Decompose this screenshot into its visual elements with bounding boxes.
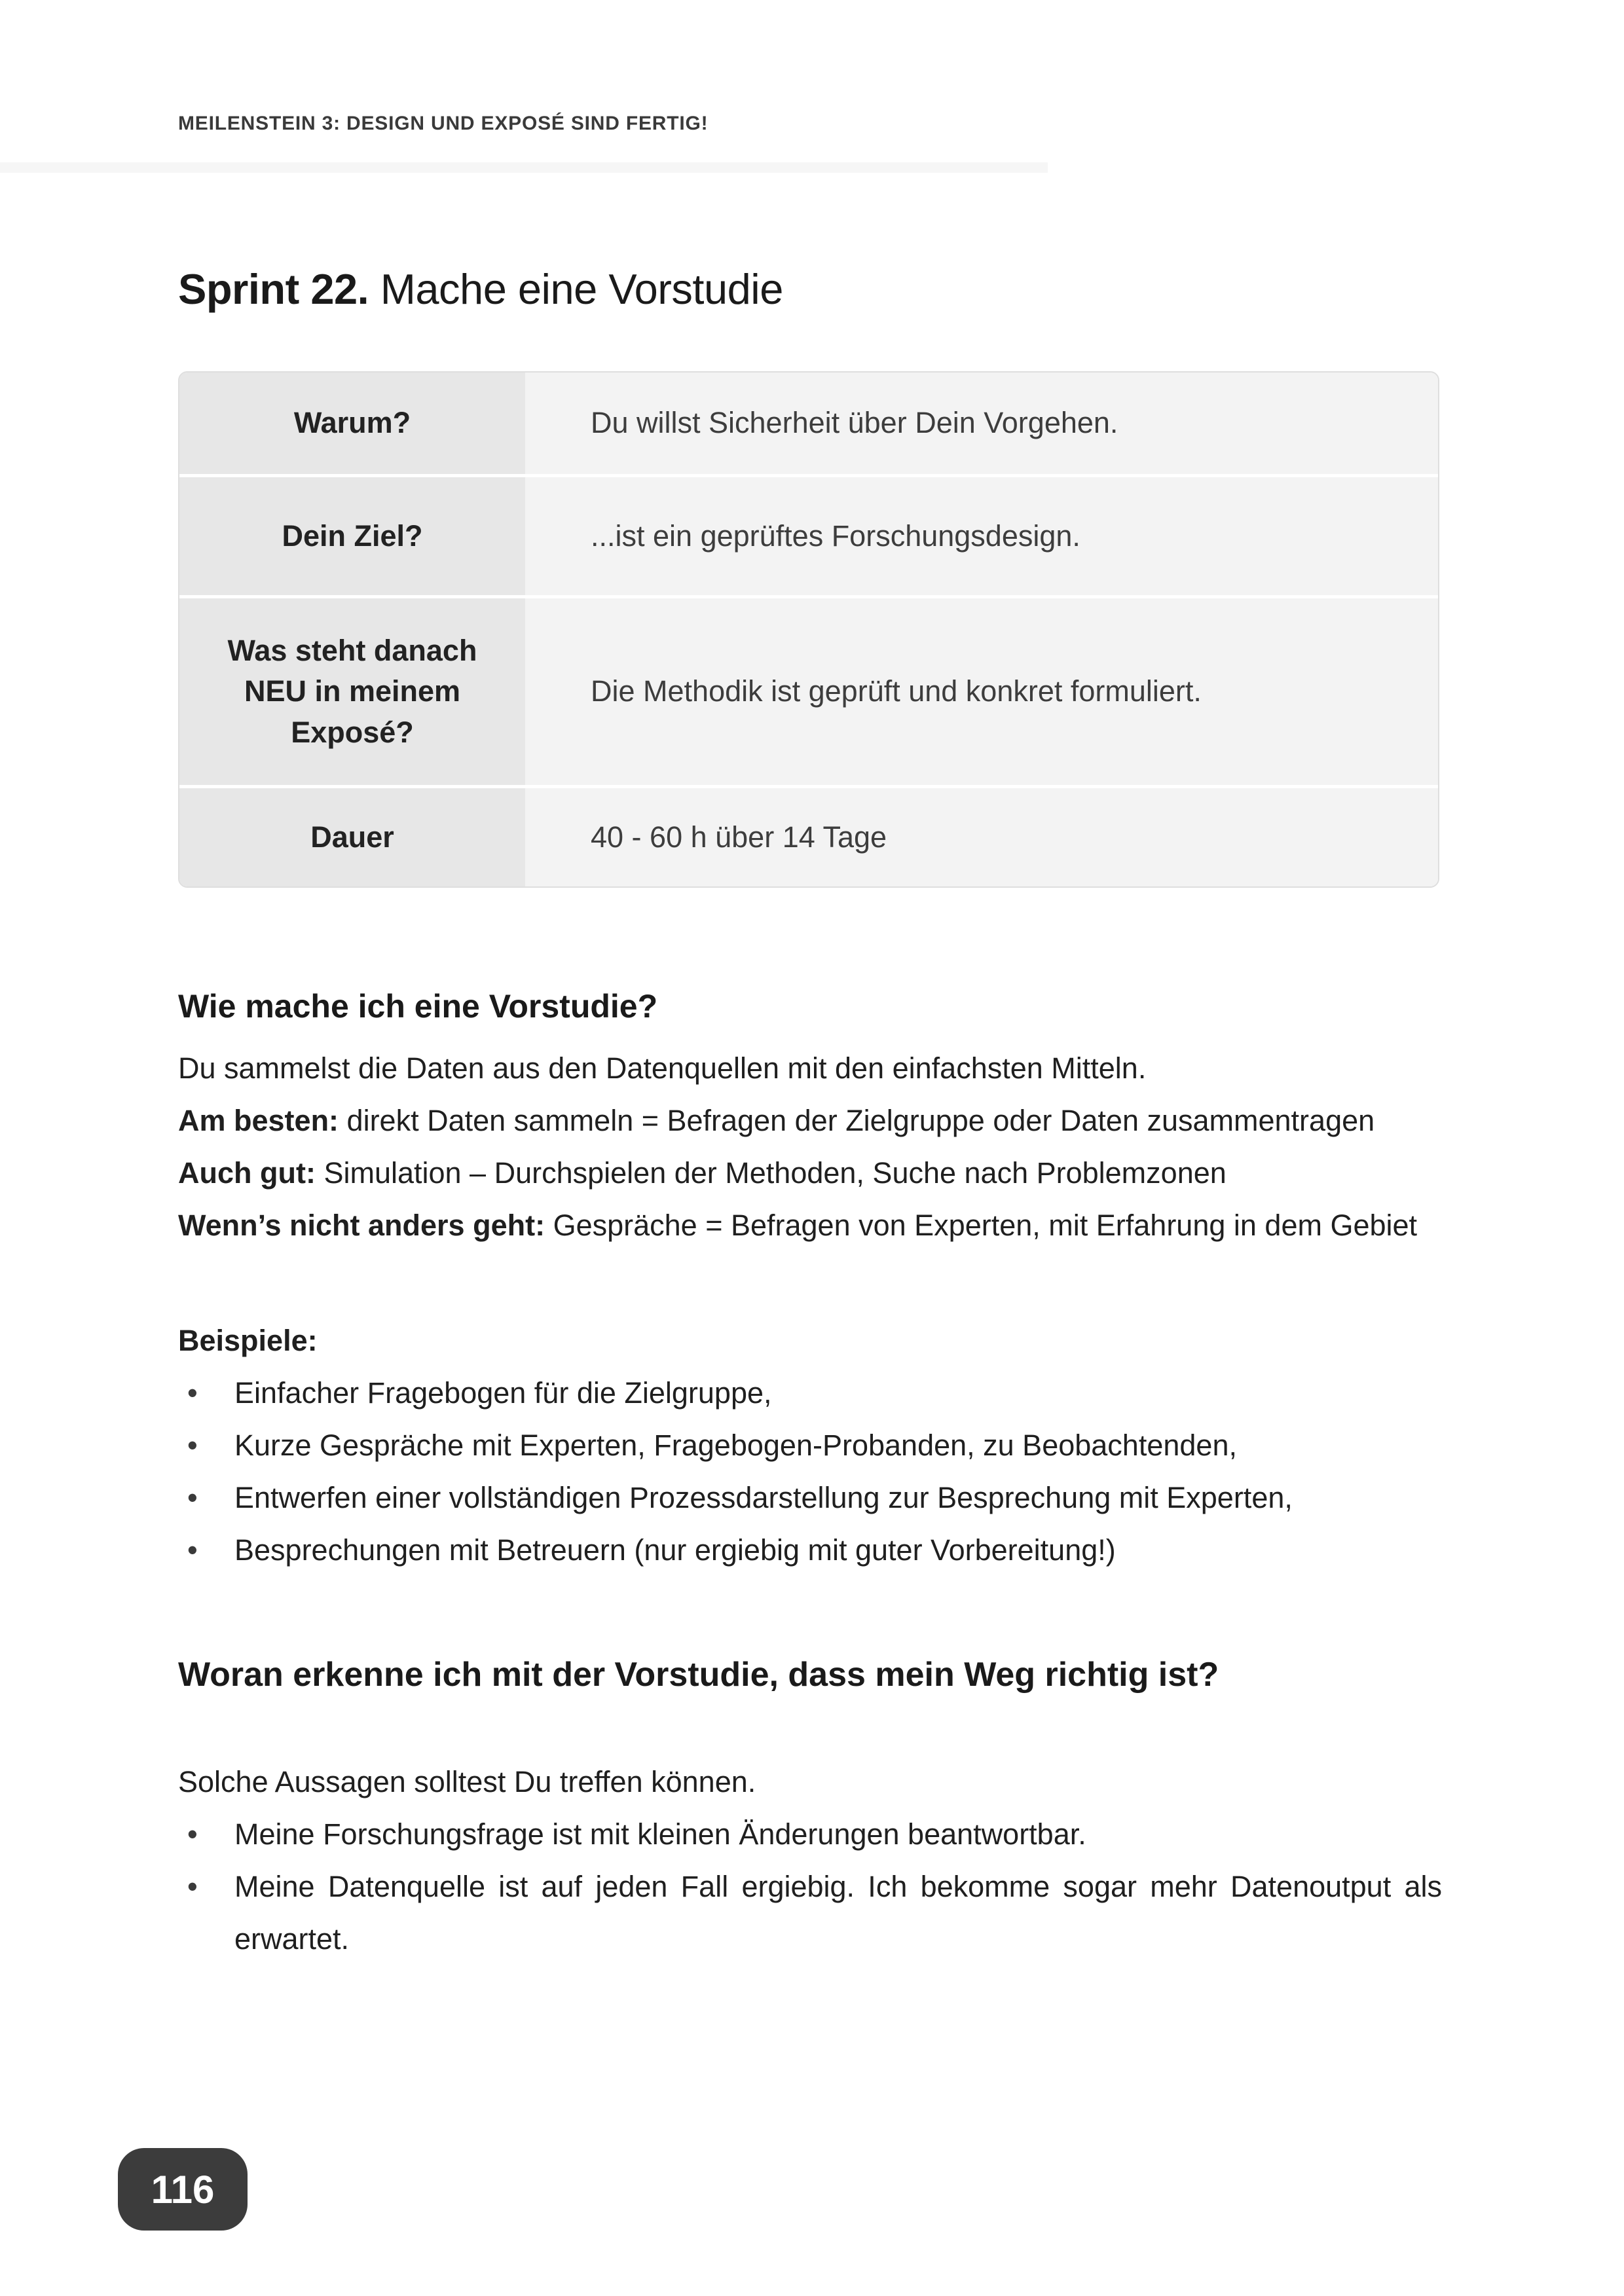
running-header: MEILENSTEIN 3: DESIGN UND EXPOSÉ SIND FERTIG! (178, 113, 709, 134)
intro-paragraph: Du sammelst die Daten aus den Datenquellen mit den einfachsten Mitteln. (178, 1051, 1147, 1085)
table-row (179, 598, 1438, 785)
sprint-info-table (178, 371, 1439, 888)
point-lead: Wenn’s nicht anders geht: (178, 1209, 545, 1242)
point-text: Gespräche = Befragen von Experten, mit Erfahrung in dem Gebiet (545, 1209, 1418, 1242)
list-item: • Meine Datenquelle ist auf jeden Fall ergiebig. Ich bekomme sogar mehr Datenoutput als erwartet. (178, 1861, 1442, 1965)
list-item: • Meine Forschungsfrage ist mit kleinen Änderungen beantwortbar. (178, 1808, 1442, 1861)
page-number-badge (118, 2148, 248, 2231)
point-auch-gut (178, 1147, 1442, 1199)
table-row-value: 40 - 60 h über 14 Tage (525, 788, 1438, 886)
table-row (179, 788, 1438, 886)
list-item: • Kurze Gespräche mit Experten, Fragebogen-Probanden, zu Beobachtenden, (178, 1419, 1442, 1472)
table-row-value: Du willst Sicherheit über Dein Vorgehen. (525, 373, 1438, 474)
table-row-label: Dauer (179, 788, 525, 886)
sprint-title-text: Mache eine Vorstudie (369, 265, 783, 313)
section-heading-woran-erkenne: Woran erkenne ich mit der Vorstudie, dass mein Weg richtig ist? (178, 1656, 1219, 1694)
examples-list (178, 1367, 1442, 1576)
list-item: • Entwerfen einer vollständigen Prozessdarstellung zur Besprechung mit Experten, (178, 1472, 1442, 1524)
page-body (178, 987, 1442, 1965)
point-lead: Am besten: (178, 1104, 339, 1137)
list-item: • Besprechungen mit Betreuern (nur ergiebig mit guter Vorbereitung!) (178, 1524, 1442, 1576)
page-title (178, 264, 1441, 314)
table-row (179, 373, 1438, 474)
point-text: direkt Daten sammeln = Befragen der Zielgruppe oder Daten zusammentragen (339, 1104, 1375, 1137)
table-row-label: Was steht danach NEU in meinem Exposé? (179, 598, 525, 785)
examples-label: Beispiele: (178, 1324, 318, 1357)
table-row (179, 477, 1438, 595)
page-number: 116 (151, 2167, 215, 2212)
point-lead: Auch gut: (178, 1156, 316, 1190)
intro-paragraph-2: Solche Aussagen solltest Du treffen können. (178, 1765, 756, 1798)
section-heading-vorstudie: Wie mache ich eine Vorstudie? (178, 988, 658, 1025)
list-item: • Einfacher Fragebogen für die Zielgruppe, (178, 1367, 1442, 1419)
header-divider (0, 162, 1048, 173)
point-am-besten (178, 1095, 1442, 1147)
sprint-number: Sprint 22. (178, 265, 369, 313)
table-row-value: ...ist ein geprüftes Forschungsdesign. (525, 477, 1438, 595)
point-text: Simulation – Durchspielen der Methoden, Suche nach Problemzonen (315, 1156, 1227, 1190)
findings-list (178, 1808, 1442, 1965)
table-row-value: Die Methodik ist geprüft und konkret formuliert. (525, 598, 1438, 785)
point-wenns-nicht-anders (178, 1199, 1442, 1252)
table-row-label: Dein Ziel? (179, 477, 525, 595)
table-row-label: Warum? (179, 373, 525, 474)
